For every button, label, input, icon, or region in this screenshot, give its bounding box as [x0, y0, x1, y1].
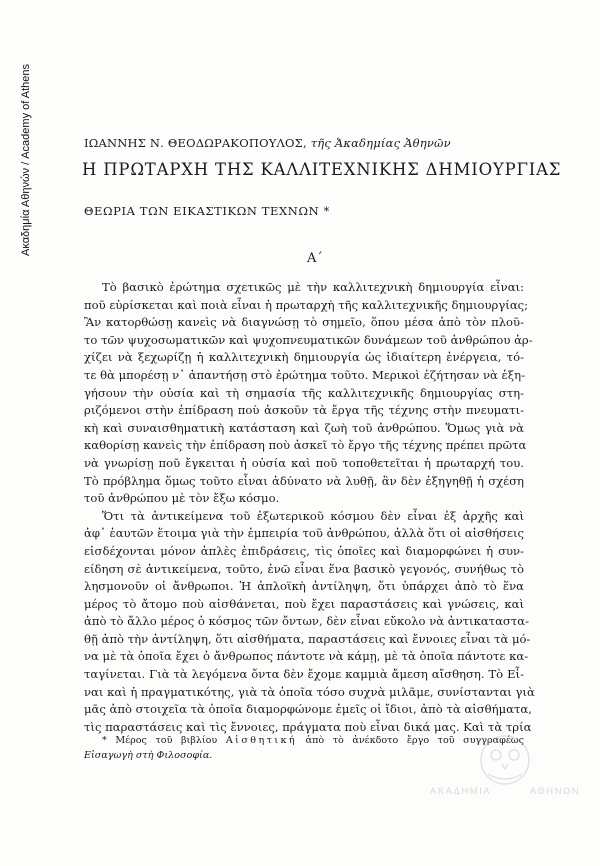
body-line: καθορίσῃ κανεὶς τὴν ἐπίδραση ποὺ ἀσκεῖ τὸ ἔργο τῆς τέχνης πρέπει πρῶτα	[84, 438, 527, 453]
body-line: ναι καὶ ἡ πραγματικότης, γιὰ τὰ ὁποῖα τόσο συχνὰ μιλᾶμε, συνίστανται γιὰ	[84, 684, 535, 699]
body-line: κὴ καὶ συναισθηματικὴ κατάσταση καὶ ζωὴ τοῦ ἀνθρώπου. Ὅμως γιὰ νὰ	[84, 420, 524, 435]
body-line: νὰ γνωρίσῃ ποῦ ἔγκειται ἡ οὐσία καὶ ποῦ τοποθετεῖται ἡ πρωταρχή του.	[84, 455, 524, 470]
article-title: Η ΠΡΩΤΑΡΧΗ ΤΗΣ ΚΑΛΛΙΤΕΧΝΙΚΗΣ ΔΗΜΙΟΥΡΓΙΑΣ	[82, 160, 562, 179]
body-line: ποῦ εὑρίσκεται καὶ ποιὰ εἶναι ἡ πρωταρχὴ τῆς καλλιτεχνικῆς δημιουργίας;	[84, 297, 529, 312]
footnote-prefix: * Μέρος τοῦ βιβλίου	[102, 735, 218, 746]
body-line: λησμονοῦν οἱ ἄνθρωποι. Ἡ ἁπλοϊκὴ ἀντίληψη, ὅτι ὑπάρχει ἀπὸ τὸ ἕνα	[84, 579, 524, 594]
body-line: Ὅτι τὰ ἀντικείμενα τοῦ ἐξωτερικοῦ κόσμου δὲν εἶναι ἐξ ἀρχῆς καὶ	[102, 508, 524, 523]
footnote-middle: ἀπὸ τὸ ἀνέκδοτο ἔργο τοῦ συγγραφέως	[305, 735, 524, 746]
body-line: ταγίνεται. Γιὰ τὰ λεγόμενα ὄντα δὲν ἔχομε καμμιὰ ἄμεση αἴσθηση. Τὸ Εἶ-	[84, 667, 524, 682]
body-line: μέρος τὸ ἄτομο ποὺ αἰσθάνεται, ποὺ ἔχει παραστάσεις καὶ γνώσεις, καὶ	[84, 596, 524, 611]
body-line: να μὲ τὰ ὁποῖα ἔχει ὁ ἄνθρωπος πάντοτε νὰ κάμῃ, μὲ τὰ ὁποῖα πάντοτε κα-	[84, 649, 529, 664]
body-line: χίζει νὰ ξεχωρίζῃ ἡ καλλιτεχνικὴ δημιουργία ὡς ἰδιαίτερη ἐνέργεια, τό-	[84, 350, 524, 365]
body-line: τοῦ ἀνθρώπου μὲ τὸν ἔξω κόσμο.	[84, 491, 280, 506]
body-line: τὶς παραστάσεις καὶ τὶς ἔννοιες, πράγματα ποὺ εἶναι δικά μας. Καὶ τὰ τρία	[84, 719, 532, 734]
author-byline	[84, 136, 451, 150]
body-line: τε θὰ μπορέσῃ ν᾽ ἀπαντήσῃ στὸ ἐρώτημα τοῦτο. Μερικοὶ ἐζήτησαν νὰ ἐξη-	[84, 367, 525, 382]
body-line: Τὸ πρόβλημα ὅμως τοῦτο εἶναι ἀδύνατο νὰ λυθῇ, ἂν δὲν ἐξηγηθῇ ἡ σχέση	[84, 473, 524, 488]
body-line: το τῶν ψυχοσωματικῶν καὶ ψυχοπνευματικῶν δυνάμεων τοῦ ἀνθρώπου ἀρ-	[84, 332, 533, 347]
body-line: Ἂν κατορθώσῃ κανεὶς νὰ διαγνώσῃ τὸ σημεῖο, ὅπου μέσα ἀπὸ τὸν πλοῦ-	[84, 315, 524, 330]
watermark-left-text: ΑΚΑΔΗΜΙΑ	[430, 786, 492, 797]
article-subtitle: ΘΕΩΡΙΑ ΤΩΝ ΕΙΚΑΣΤΙΚΩΝ ΤΕΧΝΩΝ *	[84, 204, 330, 218]
author-name: ΙΩΑΝΝΗΣ Ν. ΘΕΟΔΩΡΑΚΟΠΟΥΛΟΣ,	[84, 136, 307, 150]
body-line: θῇ ἀπὸ τὴν ἀντίληψη, ὅτι αἰσθήματα, παραστάσεις καὶ ἔννοιες εἶναι τὰ μό-	[84, 631, 531, 646]
body-line: Τὸ βασικὸ ἐρώτημα σχετικῶς μὲ τὴν καλλιτεχνικὴ δημιουργία εἶναι:	[102, 280, 524, 294]
academy-watermark	[430, 734, 580, 816]
body-line: ἀπὸ τὸ ἄλλο μέρος ὁ κόσμος τῶν ὄντων, δὲν εἶναι εὔκολο νὰ ἀντικαταστα-	[84, 614, 529, 629]
body-line: γήσουν τὴν οὐσία καὶ τὴ σημασία τῆς καλλιτεχνικῆς δημιουργίας στη-	[84, 385, 524, 400]
archive-side-label: Ακαδημία Αθηνών / Academy of Athens	[20, 63, 32, 256]
body-line: ριζόμενοι στὴν ἐπίδραση ποὺ ἀσκοῦν τὰ ἔργα τῆς τέχνης στὴν πνευματι-	[84, 403, 524, 418]
author-affiliation: τῆς Ἀκαδημίας Ἀθηνῶν	[310, 136, 451, 150]
section-heading: Α΄	[307, 251, 323, 266]
body-line: είδηση σὲ ἀντικείμενα, τοῦτο, ἐνῶ εἶναι ἕνα βασικὸ γεγονός, συνήθως τὸ	[84, 561, 524, 576]
body-text	[84, 279, 535, 736]
footnote-book-title: Αἰσθητική	[225, 735, 298, 746]
owl-emblem-icon	[430, 734, 580, 786]
watermark-right-text: ΑΘΗΝΩΝ	[529, 786, 580, 797]
body-line: εἰσδέχονται μόνον ἁπλὲς ἐπιδράσεις, τὶς ὁποῖες καὶ διαμορφώνει ἡ συν-	[84, 543, 524, 558]
body-line: ἀφ᾽ ἑαυτῶν ἕτοιμα γιὰ τὴν ἐμπειρία τοῦ ἀνθρώπου, ἀλλὰ ὅτι οἱ αἰσθήσεις	[84, 526, 524, 541]
footnote-work-title: Εἰσαγωγὴ στὴ Φιλοσοφία.	[84, 749, 213, 761]
body-line: μᾶς ἀπὸ στοιχεῖα τὰ ὁποῖα διαμορφώνομε ἐμεῖς οἱ ἴδιοι, ἀπὸ τὰ αἰσθήματα,	[84, 702, 532, 717]
